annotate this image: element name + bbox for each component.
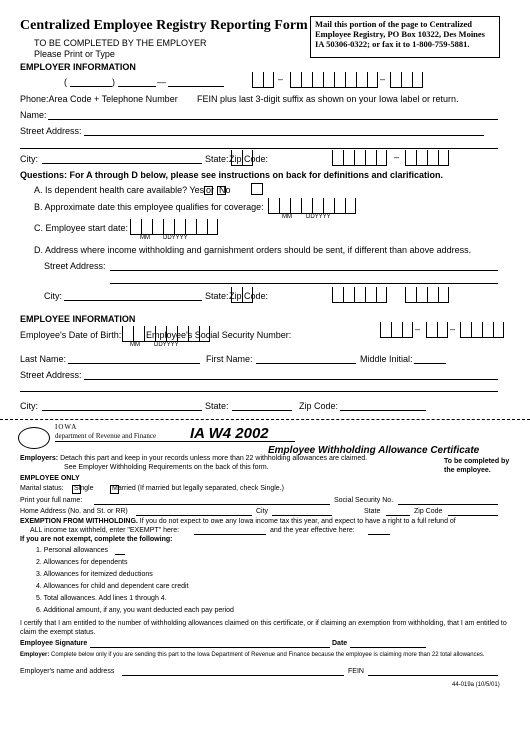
fein-main-cells[interactable] [290,72,378,88]
mail-instructions-box: Mail this portion of the page to Centralized Employee Registry, PO Box 10322, Des Moines IA 50306-0322; or fax it to 1-800-759-5881. [310,16,500,58]
w4-state-field[interactable] [386,515,410,516]
detach-line [0,419,530,420]
coverage-date-ddyyyy: DDYYYY [306,214,331,220]
fein-label: FEIN plus last 3-digit suffix as shown on your Iowa label or return. [197,94,459,104]
phone-number-field[interactable] [168,86,224,87]
employer-name-field[interactable] [48,119,498,120]
employer-info-heading: EMPLOYER INFORMATION [20,62,136,72]
allowance-item-3: 3. Allowances for itemized deductions [36,571,153,578]
not-exempt-heading: If you are not exempt, complete the following: [20,536,173,543]
employer-note: Complete below only if you are sending this part to the Iowa Department of Revenue and Finance because the employee is claiming more than 22 total allowances. [49,652,485,658]
w4-fein-field[interactable] [368,675,498,676]
dob-label: Employee's Date of Birth: [20,330,122,340]
ssn-area-cells[interactable] [380,322,413,338]
employer-name-label: Name: [20,110,47,120]
d-street-field[interactable] [110,270,498,271]
ssn-dash-2: – [450,324,456,334]
ssn-label: Employee's Social Security Number: [146,330,292,340]
allowance-item-4: 4. Allowances for child and dependent care credit [36,583,189,590]
d-city-field[interactable] [64,300,202,301]
employers-text-1: Detach this part and keep in your records unless more than 22 withholding allowances are claimed. [58,455,368,462]
start-date-cells[interactable] [130,219,218,235]
employee-street-label: Street Address: [20,370,82,380]
start-date-ddyyyy: DDYYYY [163,235,188,241]
full-name-field[interactable] [94,504,330,505]
employee-state-label: State: [205,401,229,411]
allowance-item-5: 5. Total allowances. Add lines 1 through 4. [36,595,167,602]
question-b-label: B. Approximate date this employee qualifies for coverage: [34,202,264,212]
w4-ssn-label: Social Security No. [334,497,394,504]
first-name-field[interactable] [256,363,356,364]
employer-street-field[interactable] [84,135,484,136]
last-name-label: Last Name: [20,354,67,364]
questions-heading: Questions: For A through D below, please see instructions on back for definitions and clarification. [20,170,444,180]
date-label: Date [332,640,348,647]
allowance-item-6: 6. Additional amount, if any, you want deducted each pay period [36,607,234,614]
w4-state-label: State [364,508,381,515]
form-title: Centralized Employee Registry Reporting Form [20,18,308,33]
home-address-field[interactable] [136,515,252,516]
employer-state-label: State: [205,154,229,164]
last-name-field[interactable] [68,363,200,364]
full-name-label: Print your full name: [20,497,83,504]
employers-bold-label: Employers: [20,455,59,462]
fein-suffix-cells[interactable] [390,72,423,88]
form-subtitle-completed-by: TO BE COMPLETED BY THE EMPLOYER [34,38,207,48]
single-label: Single [74,485,94,492]
certificate-title: Employee Withholding Allowance Certificate [268,445,480,456]
exemption-text-2: ALL income tax withheld, enter "EXEMPT" here: [30,527,180,534]
phone-open-paren: ( [64,77,67,87]
w4-zip-label: Zip Code [414,508,443,515]
marital-status-label: Marital status: [20,485,64,492]
d-zip-cells[interactable] [332,287,387,303]
employee-street-field[interactable] [84,379,498,380]
date-field[interactable] [350,647,426,648]
signature-label: Employee Signature [20,640,88,647]
d-street-label: Street Address: [44,261,106,271]
home-address-label: Home Address (No. and St. or RR) [20,508,128,515]
iowa-label: IOWA [55,423,78,431]
allowance-item-2: 2. Allowances for dependents [36,559,128,566]
employer-bold-label: Employer: [20,652,50,658]
middle-initial-field[interactable] [414,363,446,364]
exempt-field[interactable] [194,534,266,535]
employee-zip-label: Zip Code: [299,401,339,411]
employee-city-label: City: [20,401,38,411]
first-name-label: First Name: [206,354,253,364]
fein-prefix-cells[interactable] [252,72,274,88]
coverage-date-cells[interactable] [268,198,356,214]
employer-street-label: Street Address: [20,126,82,136]
employer-name-address-label: Employer's name and address [20,668,115,675]
phone-prefix-field[interactable] [118,86,156,87]
employee-street-field-2[interactable] [20,391,498,392]
employer-zip-dash: – [394,152,400,162]
exemption-text-1: If you do not expect to owe any Iowa income tax this year, and expect to have a right to a full refund of [137,518,456,525]
iowa-seal-icon [18,427,50,449]
ssn-group-cells[interactable] [426,322,448,338]
employer-zip-label: Zip Code: [229,154,269,164]
ssn-dash-1: – [415,324,421,334]
d-zip4-cells[interactable] [405,287,449,303]
dob-mm: MM [130,342,140,348]
d-street-field-2[interactable] [110,283,498,284]
exemption-bold-label: EXEMPTION FROM WITHHOLDING. [20,518,138,525]
question-d-label: D. Address where income withholding and garnishment orders should be sent, if different than above address. [34,245,472,255]
w4-fein-label: FEIN [348,668,364,675]
w4-form-title: IA W4 2002 [190,425,269,442]
question-a-no: No [219,185,231,195]
phone-close-paren: ) [112,77,115,87]
start-date-mm: MM [140,235,150,241]
form-number: 44-019a (10/5/01) [452,682,500,688]
employee-only-heading: EMPLOYEE ONLY [20,475,80,482]
phone-dash: — [157,77,166,87]
coverage-date-mm: MM [282,214,292,220]
w4-zip-field[interactable] [448,515,498,516]
phone-label: Phone:Area Code + Telephone Number [20,94,178,104]
question-a-or: or [206,185,215,195]
fein-dash-1: – [278,74,284,84]
area-code-field[interactable] [70,86,112,87]
certify-statement: I certify that I am entitled to the number of withholding allowances claimed on this certificate, or if claiming an exemption from withholding, that I am entitled to claim the exempt status. [20,620,507,636]
employer-street-field-2[interactable] [20,148,498,149]
w4-city-label: City [256,508,269,515]
w4-title-rule [55,441,295,442]
exemption-text-3: and the year effective here: [270,527,355,534]
middle-initial-label: Middle Initial: [360,354,413,364]
d-city-label: City: [44,291,62,301]
dob-ddyyyy: DDYYYY [154,342,179,348]
employer-zip-cells[interactable] [332,150,387,166]
fein-dash-2: – [380,74,386,84]
d-zip-label: Zip Code: [229,291,269,301]
form-subtitle-print: Please Print or Type [34,49,115,59]
employee-city-field[interactable] [42,410,202,411]
to-be-completed-note: To be completed by the employee. [444,458,510,474]
d-state-label: State: [205,291,229,301]
employer-city-field[interactable] [42,163,202,164]
question-a-label: A. Is dependent health care available? Yes [34,185,205,195]
exempt-year-field[interactable] [368,534,390,535]
employer-name-address-field[interactable] [122,675,344,676]
ssn-serial-cells[interactable] [460,322,504,338]
allowance-item-1: 1. Personal allowances [36,547,108,554]
health-care-answer-box[interactable] [251,183,263,195]
employers-text-2: See Employer Withholding Requirements on the back of this form. [64,464,269,471]
married-label: Married (If married but legally separated, check Single.) [112,485,284,492]
employer-zip4-cells[interactable] [405,150,449,166]
signature-field[interactable] [90,647,330,648]
w4-ssn-field[interactable] [398,504,498,505]
employee-zip-field[interactable] [340,410,426,411]
question-c-label: C. Employee start date: [34,223,129,233]
w4-city-field[interactable] [272,515,332,516]
personal-allowances-field[interactable] [115,554,125,555]
employer-city-label: City: [20,154,38,164]
employee-info-heading: EMPLOYEE INFORMATION [20,314,136,324]
department-label: department of Revenue and Finance [55,432,157,440]
employee-state-field[interactable] [232,410,292,411]
